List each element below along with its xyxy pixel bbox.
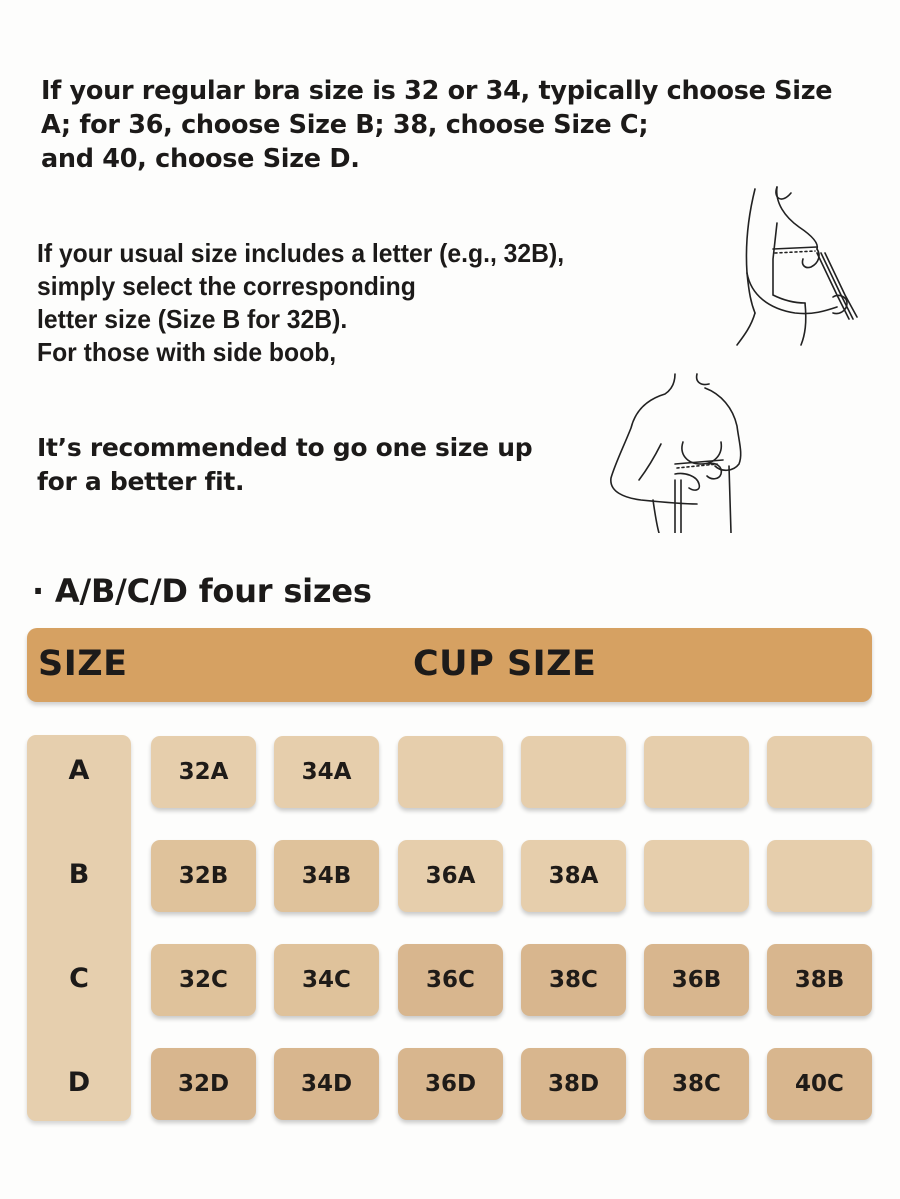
text-line: simply select the corresponding: [37, 271, 416, 301]
size-cell: 32C: [151, 944, 256, 1016]
underbust-measure-illustration-icon: [605, 368, 755, 533]
section-title: · A/B/C/D four sizes: [32, 572, 372, 610]
text-line: letter size (Size B for 32B).: [37, 304, 348, 334]
size-cell-empty: [767, 736, 872, 808]
size-cell-empty: [644, 736, 749, 808]
text-line: If your regular bra size is 32 or 34, typically choose Size: [41, 76, 833, 106]
size-cell: 38C: [644, 1048, 749, 1120]
size-cell-empty: [644, 840, 749, 912]
size-cell: 32D: [151, 1048, 256, 1120]
bust-measure-illustration-icon: [725, 183, 875, 348]
intro-paragraph-3: [37, 431, 532, 499]
size-cell: 36B: [644, 944, 749, 1016]
intro-paragraph-2: [37, 237, 564, 369]
size-cell: 34D: [274, 1048, 379, 1120]
intro-paragraph-1: [41, 74, 832, 176]
size-cell: 38B: [767, 944, 872, 1016]
size-cell-empty: [767, 840, 872, 912]
text-line: It’s recommended to go one size up: [37, 433, 533, 462]
size-cell: 38C: [521, 944, 626, 1016]
size-cell: 36A: [398, 840, 503, 912]
size-table-header: [27, 628, 872, 702]
text-line: If your usual size includes a letter (e.g., 32B),: [37, 238, 565, 268]
row-label-a: A: [68, 755, 90, 786]
size-cell: 32B: [151, 840, 256, 912]
size-cell: 36C: [398, 944, 503, 1016]
size-cell-empty: [398, 736, 503, 808]
size-cell: 34B: [274, 840, 379, 912]
text-line: and 40, choose Size D.: [41, 144, 360, 174]
size-cell-empty: [521, 736, 626, 808]
text-line: for a better fit.: [37, 467, 245, 496]
size-cell: 36D: [398, 1048, 503, 1120]
size-label-column: [27, 735, 131, 1121]
size-column-header: SIZE: [38, 644, 128, 684]
size-cell: 34A: [274, 736, 379, 808]
size-cell: 32A: [151, 736, 256, 808]
size-cell: 40C: [767, 1048, 872, 1120]
row-label-b: B: [68, 859, 90, 890]
cup-size-column-header: CUP SIZE: [413, 644, 597, 684]
row-label-d: D: [67, 1067, 91, 1098]
text-line: For those with side boob,: [37, 337, 337, 367]
size-cell: 38D: [521, 1048, 626, 1120]
size-cell: 38A: [521, 840, 626, 912]
size-cell: 34C: [274, 944, 379, 1016]
row-label-c: C: [69, 963, 89, 994]
text-line: A; for 36, choose Size B; 38, choose Size C;: [41, 110, 649, 140]
